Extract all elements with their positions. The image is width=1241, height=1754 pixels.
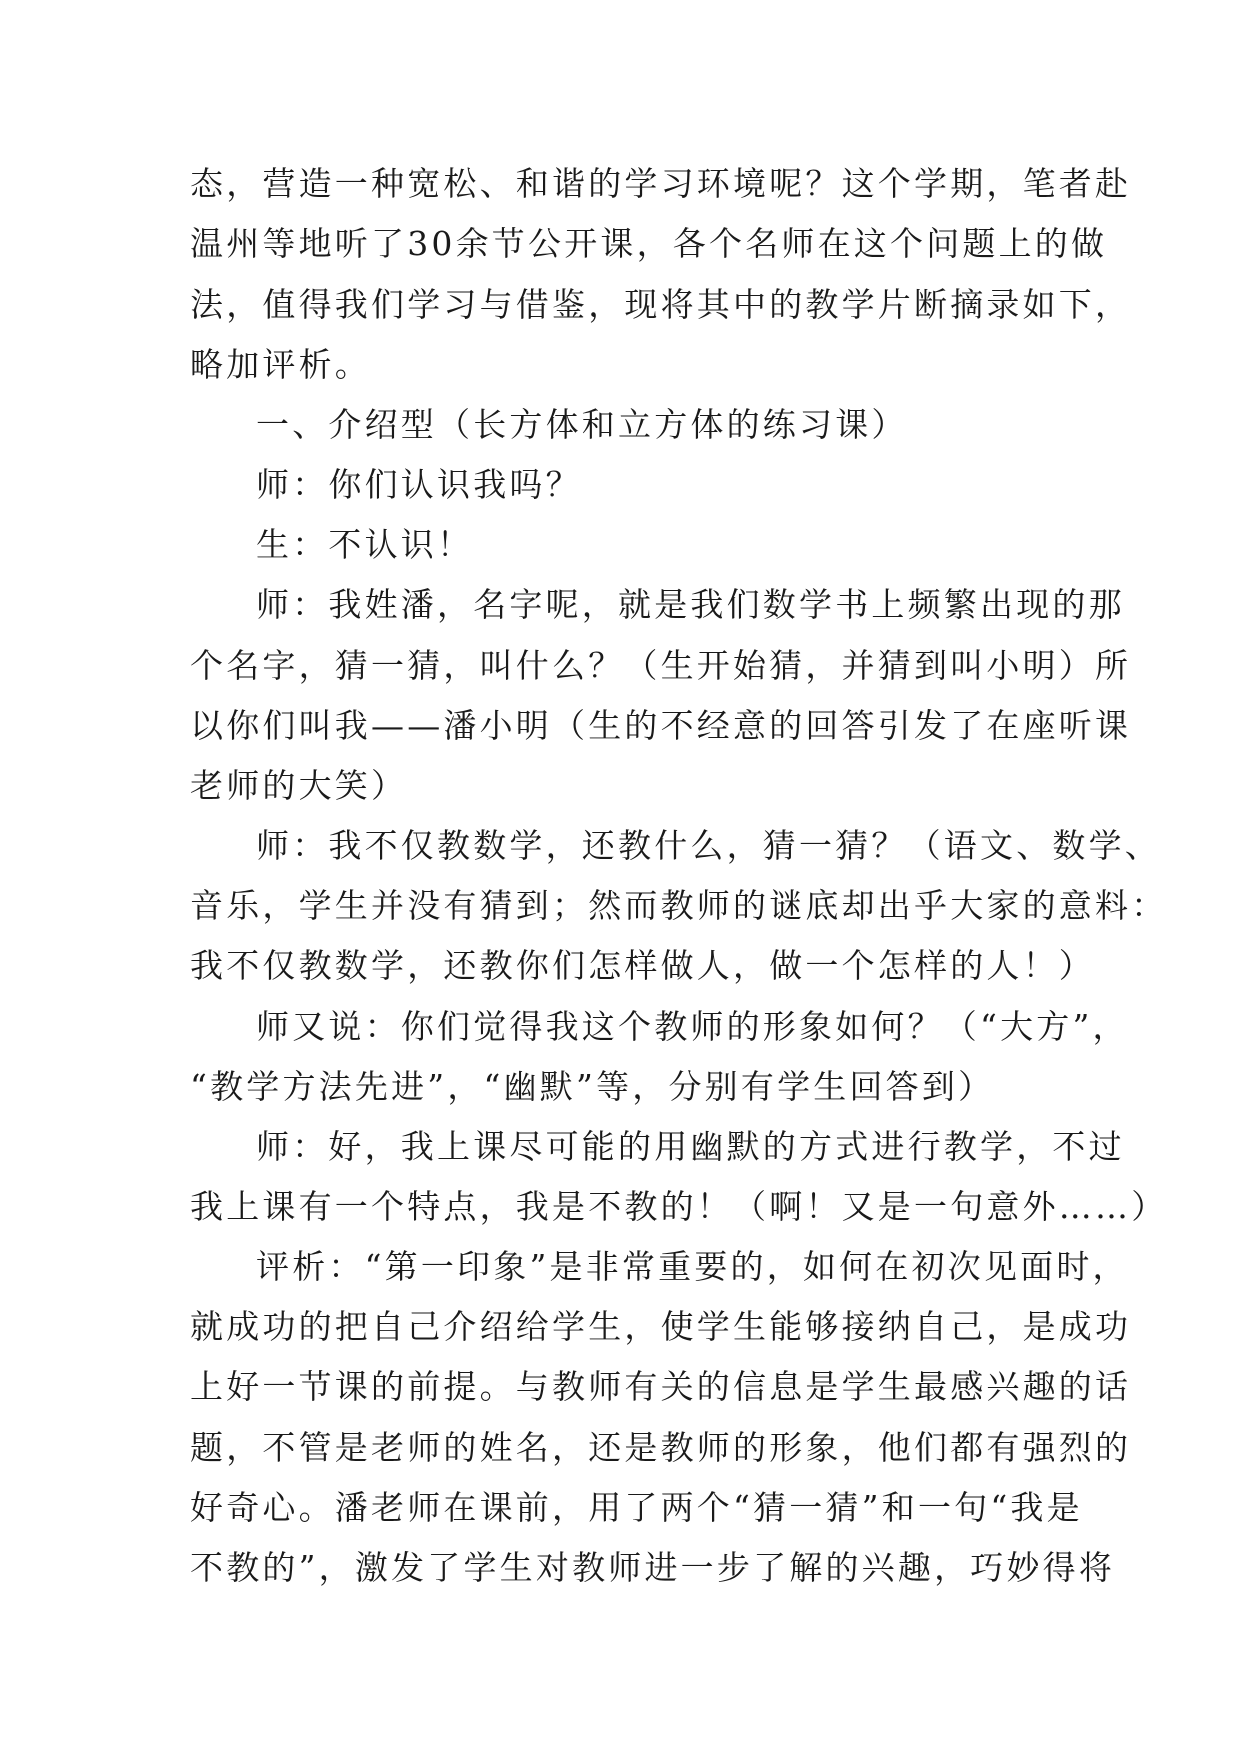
text-line: 生：不认识！ — [256, 525, 474, 564]
text-line: 音乐，学生并没有猜到；然而教师的谜底却出乎大家的意料： — [190, 886, 1168, 925]
text-line: 我不仅教数学，还教你们怎样做人，做一个怎样的人！） — [190, 946, 1095, 985]
text-line: 师：我姓潘，名字呢，就是我们数学书上频繁出现的那 — [256, 585, 1125, 624]
text-line: 师又说：你们觉得我这个教师的形象如何？（“大方”， — [256, 1007, 1129, 1046]
text-line: 我上课有一个特点，我是不教的！（啊！又是一句意外……） — [190, 1187, 1168, 1226]
text-line: 温州等地听了30余节公开课，各个名师在这个问题上的做 — [190, 224, 1108, 263]
text-line: 上好一节课的前提。与教师有关的信息是学生最感兴趣的话 — [190, 1367, 1132, 1406]
text-line: 不教的”，激发了学生对教师进一步了解的兴趣，巧妙得将 — [190, 1548, 1116, 1587]
text-line: 评析：“第一印象”是非常重要的，如何在初次见面时， — [256, 1247, 1129, 1286]
text-line: 师：好，我上课尽可能的用幽默的方式进行教学，不过 — [256, 1127, 1125, 1166]
text-line: 师：我不仅教数学，还教什么，猜一猜？（语文、数学、 — [256, 826, 1161, 865]
text-line: 法，值得我们学习与借鉴，现将其中的教学片断摘录如下， — [190, 285, 1132, 324]
text-line: 个名字，猜一猜，叫什么？（生开始猜，并猜到叫小明）所 — [190, 646, 1132, 685]
text-line: 好奇心。潘老师在课前，用了两个“猜一猜”和一句“我是 — [190, 1488, 1083, 1527]
text-line: “教学方法先进”，“幽默”等，分别有学生回答到） — [190, 1067, 995, 1106]
section-heading: 一、介绍型（长方体和立方体的练习课） — [256, 405, 908, 444]
text-line: 略加评析。 — [190, 345, 371, 384]
text-line: 态，营造一种宽松、和谐的学习环境呢？这个学期，笔者赴 — [190, 164, 1132, 203]
text-line: 题，不管是老师的姓名，还是教师的形象，他们都有强烈的 — [190, 1428, 1132, 1467]
text-line: 以你们叫我——潘小明（生的不经意的回答引发了在座听课 — [190, 706, 1132, 745]
text-line: 就成功的把自己介绍给学生，使学生能够接纳自己，是成功 — [190, 1307, 1132, 1346]
text-line: 老师的大笑） — [190, 766, 408, 805]
text-line: 师：你们认识我吗？ — [256, 465, 582, 504]
